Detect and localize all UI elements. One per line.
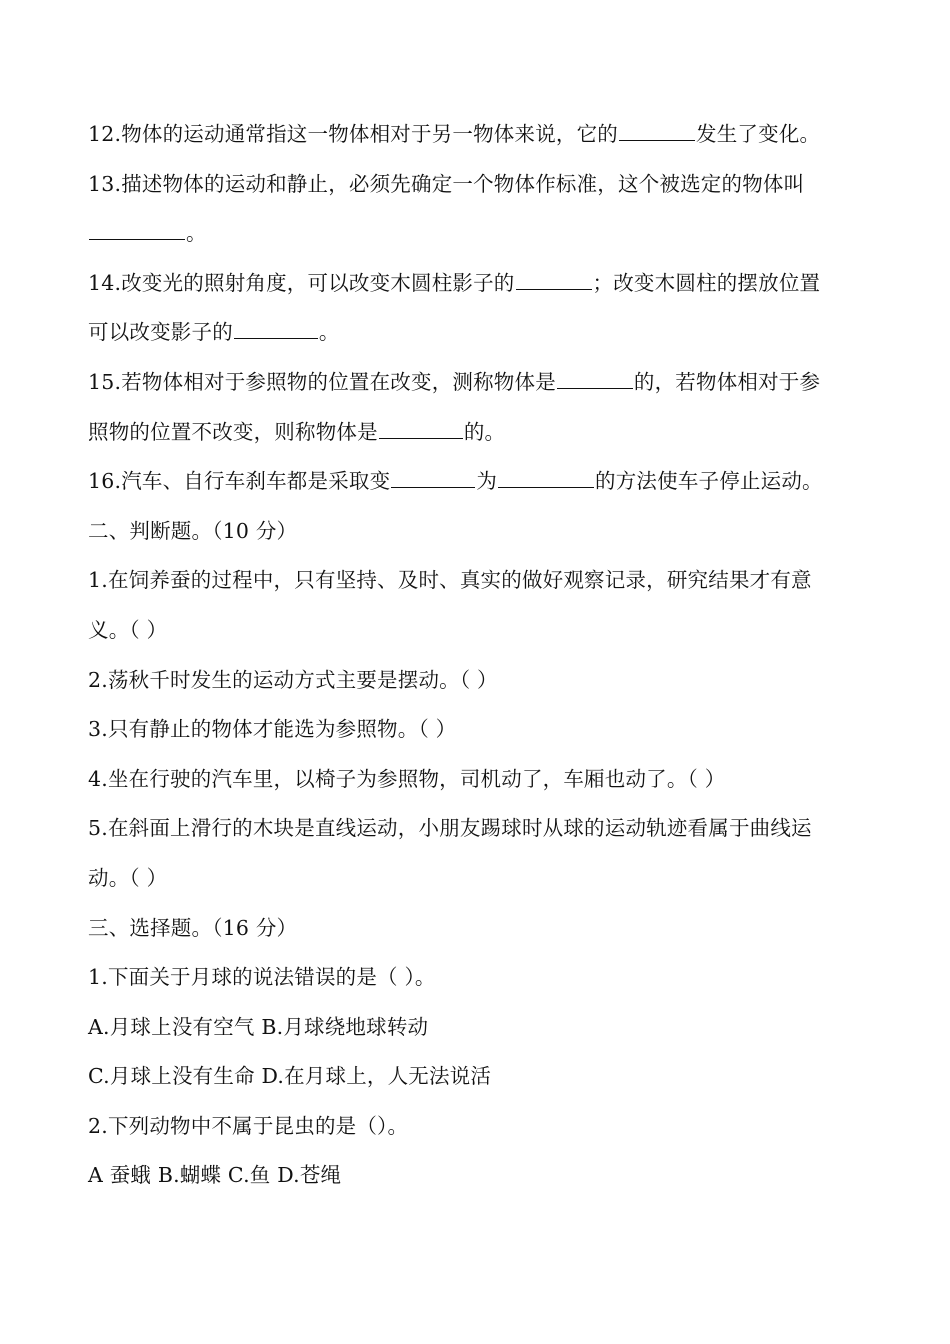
answer-blank[interactable] [557, 387, 633, 389]
judge-question-4: 4.坐在行驶的汽车里，以椅子为参照物，司机动了，车厢也动了。（ ） [88, 766, 726, 791]
section-2-heading: 二、判断题。（10 分） [88, 518, 298, 543]
answer-blank[interactable] [516, 288, 592, 290]
judge-question-2: 2.荡秋千时发生的运动方式主要是摆动。（ ） [88, 667, 498, 692]
question-16-mid: 为 [476, 469, 498, 494]
question-12 [88, 110, 868, 160]
question-13-tail: 。 [186, 221, 207, 246]
question-14-tail: 。 [318, 320, 340, 345]
question-15-continued [88, 408, 868, 458]
choice-question-2-options: A 蚕蛾 B.蝴蝶 C.鱼 D.苍绳 [88, 1163, 342, 1188]
question-14-line2: 可以改变影子的 [88, 320, 233, 345]
question-15-tail: 的。 [463, 419, 506, 444]
question-14-mid: ；改变木圆柱的摆放位置 [592, 270, 821, 295]
question-16-text: 16.汽车、自行车刹车都是采取变 [88, 469, 391, 494]
worksheet-page [88, 110, 868, 1201]
answer-blank[interactable] [89, 238, 185, 240]
answer-blank[interactable] [234, 337, 318, 339]
answer-blank[interactable] [391, 486, 475, 488]
question-13-continued [88, 209, 868, 259]
question-14-text: 14.改变光的照射角度，可以改变木圆柱影子的 [88, 270, 515, 295]
answer-blank[interactable] [379, 437, 463, 439]
question-16-tail: 的方法使车子停止运动。 [595, 469, 823, 494]
judge-question-5-continued: 动。（ ） [88, 865, 168, 890]
question-14 [88, 259, 868, 309]
question-15 [88, 358, 868, 408]
answer-blank[interactable] [498, 486, 594, 488]
choice-question-1-options-cd: C.月球上没有生命 D.在月球上，人无法说活 [88, 1064, 492, 1089]
question-14-continued [88, 308, 868, 358]
question-15-text: 15.若物体相对于参照物的位置在改变，测称物体是 [88, 369, 556, 394]
choice-question-1-options-ab: A.月球上没有空气 B.月球绕地球转动 [88, 1014, 429, 1039]
question-16 [88, 457, 868, 507]
judge-question-5: 5.在斜面上滑行的木块是直线运动，小朋友踢球时从球的运动轨迹看属于曲线运 [88, 816, 812, 841]
choice-question-2: 2.下列动物中不属于昆虫的是（）。 [88, 1113, 409, 1138]
question-12-text: 12.物体的运动通常指这一物体相对于另一物体来说，它的 [88, 122, 619, 146]
judge-question-1: 1.在饲养蚕的过程中，只有坚持、及时、真实的做好观察记录，研究结果才有意 [88, 568, 812, 593]
section-3-heading: 三、选择题。（16 分） [88, 915, 298, 940]
judge-question-3: 3.只有静止的物体才能选为参照物。（ ） [88, 717, 457, 742]
question-12-tail: 发生了变化。 [696, 122, 821, 146]
question-15-line2: 照物的位置不改变，则称物体是 [88, 419, 378, 444]
choice-question-1: 1.下面关于月球的说法错误的是（ ）。 [88, 965, 436, 990]
judge-question-1-continued: 义。（ ） [88, 617, 168, 642]
answer-blank[interactable] [619, 139, 695, 141]
question-13 [88, 160, 868, 210]
question-13-text: 13.描述物体的运动和静止，必须先确定一个物体作标准，这个被选定的物体叫 [88, 171, 805, 196]
question-15-mid: 的，若物体相对于参 [633, 369, 821, 394]
